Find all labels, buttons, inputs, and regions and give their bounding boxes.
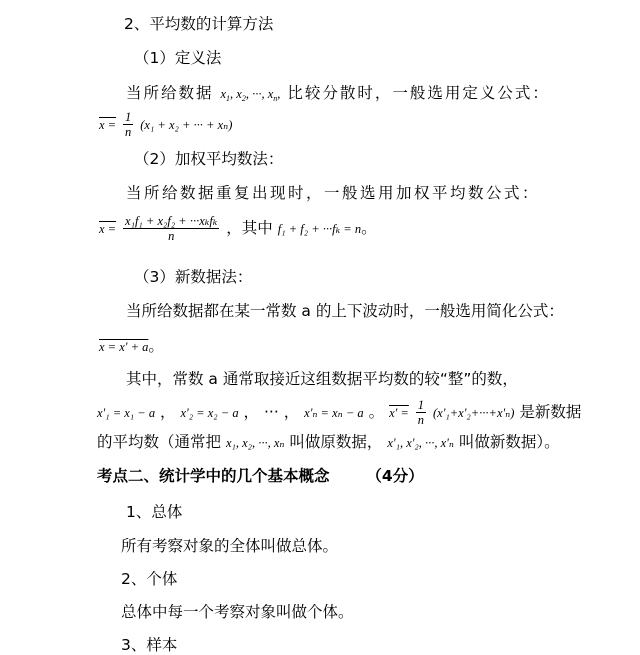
ellipsis: ···	[263, 403, 279, 421]
formula-rhs: (x₁ + x₂ + ··· + xₙ)	[140, 118, 233, 132]
equation-n: x'ₙ = xₙ − a	[304, 406, 364, 420]
formula-fraction	[123, 110, 133, 139]
formula-lhs: x =	[99, 222, 117, 236]
formula-fraction	[123, 214, 219, 243]
new-vars: x'₁, x'₂, ···, x'ₙ	[387, 436, 454, 450]
period: 。	[361, 219, 377, 237]
fraction-denominator: n	[168, 229, 175, 243]
definition-text	[126, 83, 550, 104]
weights-condition: f₁ + f₂ + ···fₖ = n	[277, 222, 362, 236]
fraction-numerator: 1	[125, 110, 132, 124]
definition-formula	[99, 110, 232, 144]
naming-text-orig: 叫做原数据，	[289, 433, 383, 451]
data-naming-line	[97, 432, 560, 453]
section-title-concepts	[97, 466, 424, 486]
new-data-text: 当所给数据都在某一常数 a 的上下波动时，一般选用简化公式：	[126, 302, 564, 320]
method-title-new-data: （3）新数据法：	[134, 268, 253, 286]
period: 。	[148, 337, 164, 355]
definition-text-b: 比较分散时，一般选用定义公式：	[287, 84, 550, 102]
concept-title-individual: 2、个体	[121, 570, 178, 588]
method-title-weighted: （2）加权平均数法：	[134, 150, 284, 168]
concept-title-population: 1、总体	[126, 503, 183, 521]
definition-text-a: 当所给数据	[126, 84, 214, 102]
data-vars: $x_1$, $x_2$, ···, $x_n$,	[220, 87, 281, 103]
new-data-equations: x'₁ = x₁ − a ， x'₂ = x₂ − a ， ··· ， x'ₙ = xₙ − a 。 x' = $\frac{1}{n}$ (x'₁+x'₂+···+x'ₙ) 是新数据	[97, 398, 582, 427]
concept-text-population: 所有考察对象的全体叫做总体。	[121, 537, 339, 555]
weighted-formula	[99, 214, 377, 250]
section-points: （4分）	[366, 467, 424, 485]
method-title-definition: （1）定义法	[134, 49, 222, 67]
fraction-denominator: n	[125, 125, 132, 139]
concept-text-individual: 总体中每一个考察对象叫做个体。	[121, 603, 354, 621]
where-text: ，其中	[226, 219, 273, 237]
equation-1: x'₁ = x₁ − a	[97, 406, 156, 420]
simplified-formula	[99, 336, 164, 357]
section-heading: 2、平均数的计算方法	[124, 15, 274, 33]
constant-explanation: 其中，常数 a 通常取接近这组数据平均数的较“整”的数，	[126, 370, 518, 388]
concept-title-sample: 3、样本	[121, 636, 178, 654]
new-average-fraction	[416, 398, 426, 427]
original-vars: x₁, x₂, ···, xₙ	[225, 436, 285, 450]
new-average-text: 是新数据	[519, 403, 582, 421]
formula: x = x' + a	[99, 340, 149, 354]
fraction-numerator: 1	[417, 398, 425, 412]
fraction-numerator: x₁f₁ + x₂f₂ + ···xₖfₖ	[125, 214, 218, 228]
naming-text-new: 叫做新数据）。	[458, 433, 560, 451]
weighted-text: 当所给数据重复出现时，一般选用加权平均数公式：	[126, 184, 541, 202]
new-average-rhs: (x'₁+x'₂+···+x'ₙ)	[432, 406, 515, 420]
naming-text-a: 的平均数（通常把	[97, 433, 222, 451]
section-title-text: 考点二、统计学中的几个基本概念	[97, 467, 330, 485]
fraction-denominator: n	[417, 413, 425, 427]
equation-2: x'₂ = x₂ − a	[180, 406, 239, 420]
formula-lhs: x =	[99, 118, 117, 132]
new-average-lhs: x' =	[389, 406, 409, 420]
